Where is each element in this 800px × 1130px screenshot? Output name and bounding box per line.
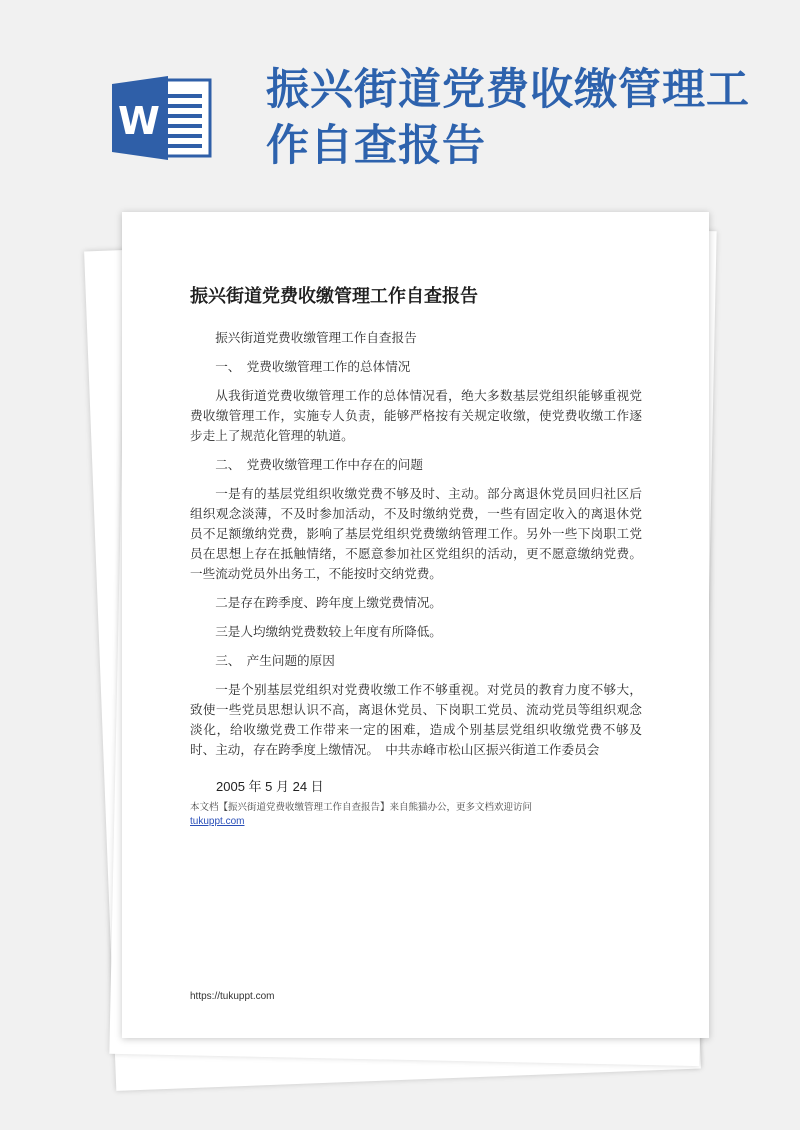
- word-document-icon: [112, 74, 212, 162]
- source-note: 本文档【振兴街道党费收缴管理工作自查报告】来自熊猫办公，更多文档欢迎访问: [190, 802, 533, 813]
- paragraph-problem-1: 一是有的基层党组织收缴党费不够及时、主动。部分离退休党员回归社区后组织观念淡薄，不及时参加活动，不及时缴纳党费，一些有固定收入的离退休党员不足额缴纳党费，影响了基层党组织党费缴纳管理工作。另外一些下岗职工党员在思想上存在抵触情绪，不愿意参加社区党组织的活动，更不愿意缴纳党费。一些流动党员外出务工，不能按时交纳党费。: [190, 486, 642, 581]
- paragraph-cause-1: 一是个别基层党组织对党费收缴工作不够重视。对党员的教育力度不够大，致使一些党员思想认识不高，离退休党员、下岗职工党员、流动党员等组织观念淡化，给收缴党费工作带来一定的困难，造成个别基层党组织收缴党费不够及时、主动，存在跨季度上缴情况。 中共赤峰市松山区振兴街道工作委员会: [190, 682, 642, 757]
- source-link[interactable]: tukuppt.com: [190, 816, 245, 827]
- document-date: 2005 年 5 月 24 日: [216, 779, 324, 794]
- section-heading-2: 二、 党费收缴管理工作中存在的问题: [215, 457, 423, 472]
- footer-url: https://tukuppt.com: [190, 991, 275, 1002]
- doc-subtitle: 振兴街道党费收缴管理工作自查报告: [215, 330, 417, 345]
- document-body: [190, 328, 642, 769]
- paragraph-overview: 从我街道党费收缴管理工作的总体情况看，绝大多数基层党组织能够重视党费收缴管理工作，实施专人负责，能够严格按有关规定收缴，使党费收缴工作逐步走上了规范化管理的轨道。: [190, 388, 642, 443]
- document-heading: 振兴街道党费收缴管理工作自查报告: [190, 286, 478, 307]
- section-heading-1: 一、 党费收缴管理工作的总体情况: [215, 359, 411, 374]
- paragraph-problem-3: 三是人均缴纳党费数较上年度有所降低。: [215, 624, 442, 639]
- word-icon-letter: W: [118, 99, 160, 143]
- paragraph-problem-2: 二是存在跨季度、跨年度上缴党费情况。: [215, 595, 442, 610]
- section-heading-3: 三、 产生问题的原因: [215, 653, 335, 668]
- cover-title: 振兴街道党费收缴管理工作自查报告: [266, 65, 750, 171]
